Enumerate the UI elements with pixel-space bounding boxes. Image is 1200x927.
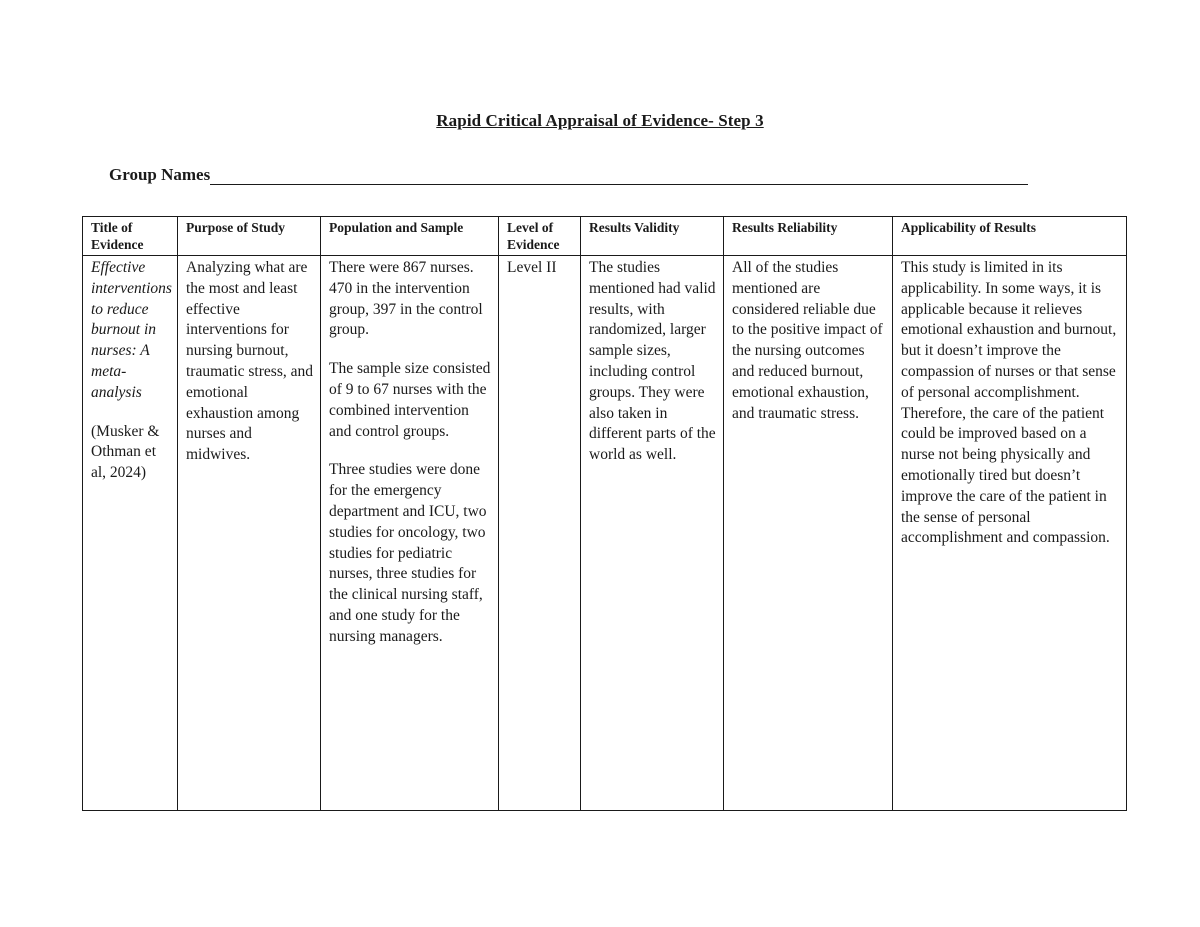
population-paragraph-2: The sample size consisted of 9 to 67 nurses with the combined intervention and control groups.	[329, 360, 491, 440]
reliability-text: All of the studies mentioned are considered reliable due to the positive impact of the nursing outcomes and reduced burnout, emotional exhaustion, and traumatic stress.	[732, 259, 883, 422]
cell-level-of-evidence	[499, 256, 581, 811]
cell-results-validity	[581, 256, 724, 811]
header-results-reliability: Results Reliability	[724, 217, 893, 256]
appraisal-table	[82, 216, 1127, 811]
cell-applicability-of-results	[893, 256, 1127, 811]
evidence-title: Effective interventions to reduce burnout in nurses: A meta-analysis	[91, 259, 172, 401]
table-row	[83, 256, 1127, 811]
cell-results-reliability	[724, 256, 893, 811]
group-names-field	[109, 165, 1028, 185]
cell-population-and-sample	[321, 256, 499, 811]
evidence-citation: (Musker & Othman et al, 2024)	[91, 422, 160, 482]
cell-purpose-of-study	[178, 256, 321, 811]
validity-text: The studies mentioned had valid results, with randomized, larger sample sizes, including control groups. They were also taken in different parts of the world as well.	[589, 259, 716, 464]
header-applicability-of-results: Applicability of Results	[893, 217, 1127, 256]
level-text: Level II	[507, 259, 557, 276]
group-names-label: Group Names	[109, 165, 211, 184]
purpose-text: Analyzing what are the most and least effective interventions for nursing burnout, traumatic stress, and emotional exhaustion among nurses and midwives.	[186, 259, 313, 464]
table-header-row	[83, 217, 1127, 256]
applicability-text: This study is limited in its applicability. In some ways, it is applicable because it relieves emotional exhaustion and burnout, but it doesn’t improve the compassion of nurses or that sense of personal accomplishment. Therefore, the care of the patient could be improved based on a nurse not being physically and emotionally tired but doesn’t improve the care of the patient in the sense of personal accomplishment and compassion.	[901, 259, 1117, 547]
group-names-blank-line	[210, 168, 1028, 185]
cell-title-of-evidence	[83, 256, 178, 811]
header-purpose-of-study: Purpose of Study	[178, 217, 321, 256]
header-results-validity: Results Validity	[581, 217, 724, 256]
header-level-of-evidence: Level of Evidence	[499, 217, 581, 256]
header-population-and-sample: Population and Sample	[321, 217, 499, 256]
page-title: Rapid Critical Appraisal of Evidence- Step 3	[436, 111, 764, 130]
population-paragraph-3: Three studies were done for the emergency department and ICU, two studies for oncology, two studies for pediatric nurses, three studies for the clinical nursing staff, and one study for the nursing managers.	[329, 461, 487, 645]
header-title-of-evidence: Title of Evidence	[83, 217, 178, 256]
population-paragraph-1: There were 867 nurses. 470 in the intervention group, 397 in the control group.	[329, 259, 483, 339]
